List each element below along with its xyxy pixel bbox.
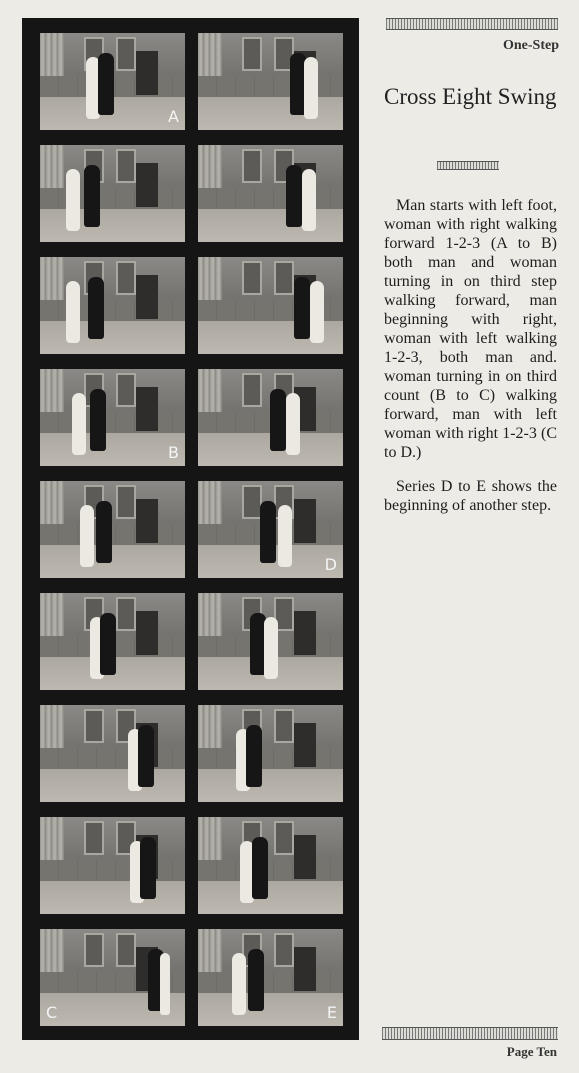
film-frame xyxy=(40,145,185,242)
decorative-rule-middle xyxy=(437,161,499,170)
frame-label-e: E xyxy=(326,1003,337,1022)
film-frame xyxy=(40,929,185,1026)
film-frame xyxy=(40,593,185,690)
film-frame xyxy=(40,33,185,130)
frame-label-b: B xyxy=(168,443,179,462)
film-frame xyxy=(198,33,343,130)
article-body xyxy=(384,196,557,530)
film-frame xyxy=(40,369,185,466)
paragraph: Series D to E shows the beginning of another step. xyxy=(384,478,557,514)
film-frame xyxy=(40,705,185,802)
film-frame xyxy=(198,257,343,354)
film-strip xyxy=(22,18,359,1040)
frame-label-c: C xyxy=(46,1003,58,1022)
section-header: One-Step xyxy=(503,38,559,53)
film-frame xyxy=(40,481,185,578)
page-number: Page Ten xyxy=(506,1044,557,1059)
film-frame xyxy=(40,817,185,914)
decorative-rule-top xyxy=(386,18,558,30)
frame-label-d: D xyxy=(324,555,337,574)
paragraph: Man starts with left foot, woman with right walking forward 1-2-3 (A to B) both man and woman turning in on third step walking forward, man beginning with right, woman with left walking 1-2-3, both man and. woman turning in on third count (B to C) walking forward, man with left woman with right 1-2-3 (C to D.) xyxy=(384,197,557,461)
film-frame xyxy=(198,929,343,1026)
film-frame xyxy=(198,369,343,466)
film-frame xyxy=(198,705,343,802)
film-frame xyxy=(198,593,343,690)
film-frame xyxy=(40,257,185,354)
film-frame xyxy=(198,481,343,578)
page-title: Cross Eight Swing xyxy=(384,84,557,109)
film-frame xyxy=(198,817,343,914)
film-frame xyxy=(198,145,343,242)
frame-label-a: A xyxy=(168,107,179,126)
decorative-rule-bottom xyxy=(382,1027,558,1040)
